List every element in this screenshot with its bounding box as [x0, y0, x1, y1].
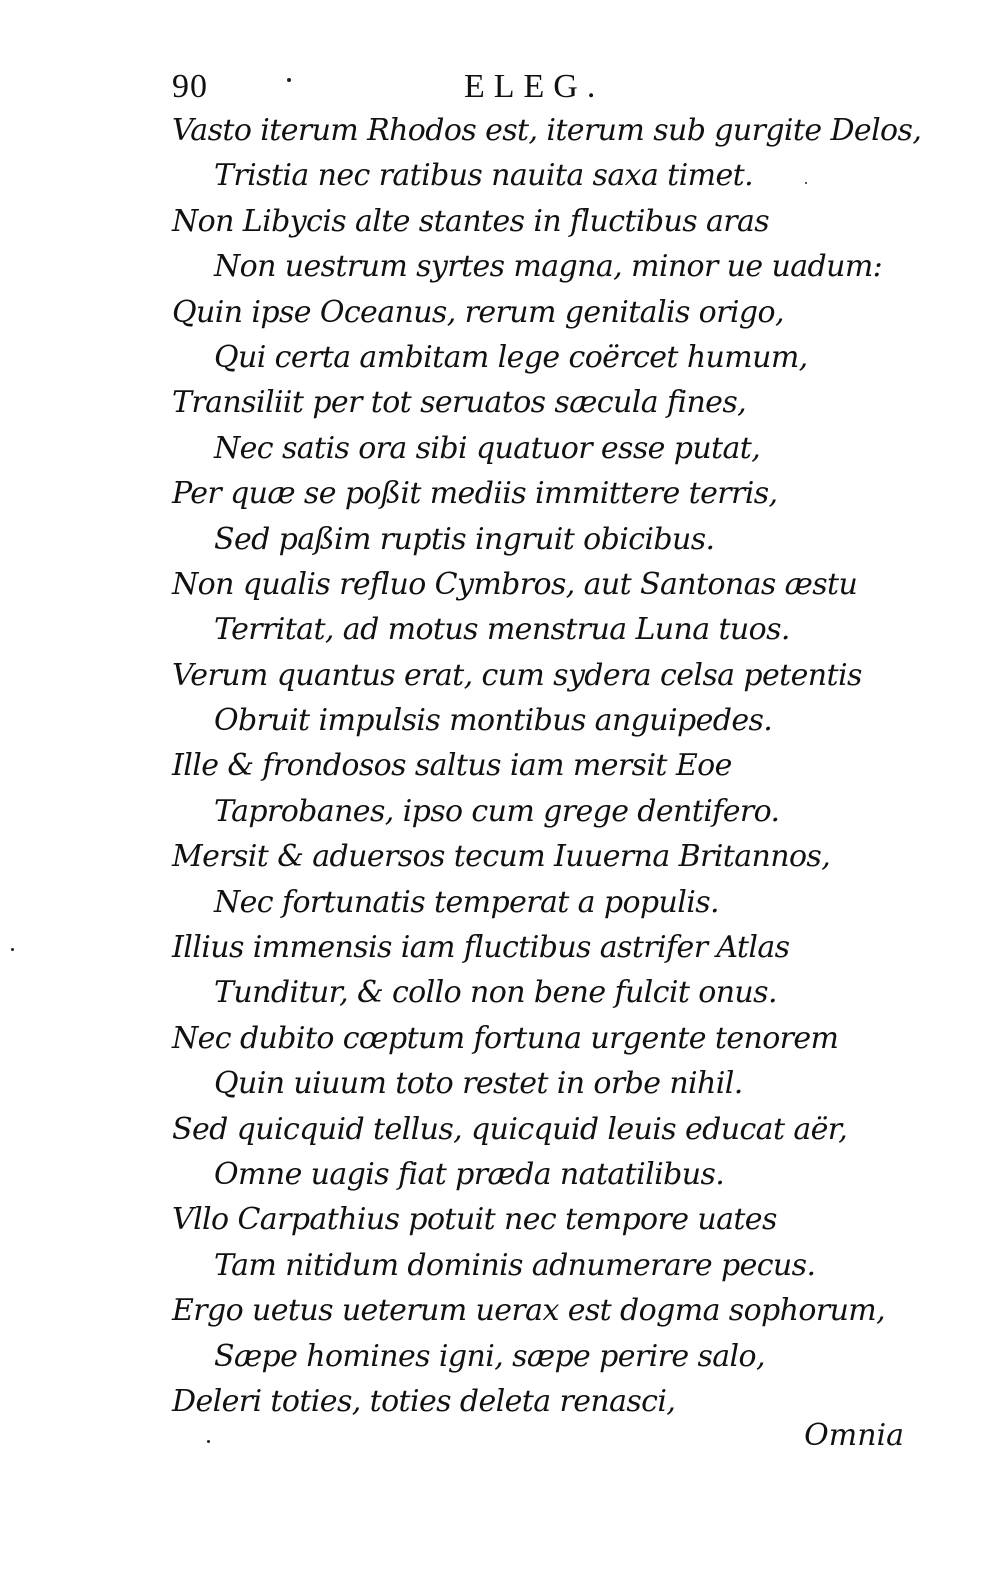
verse-line: Quin uiuum toto restet in orbe nihil. — [214, 1066, 743, 1102]
verse-line: Deleri toties, toties deleta renasci, — [172, 1383, 676, 1419]
verse-line: Nec fortunatis temperat a populis. — [214, 884, 719, 920]
verse-line: Sed quicquid tellus, quicquid leuis educat aër, — [172, 1111, 848, 1147]
verse-line: Verum quantus erat, cum sydera celsa petentis — [172, 657, 862, 693]
verse-line: Territat, ad motus menstrua Luna tuos. — [214, 612, 790, 648]
verse-line: Illius immensis iam fluctibus astrifer Atlas — [172, 930, 790, 966]
ink-speck — [11, 948, 14, 951]
page-number: 90 — [172, 68, 208, 105]
ink-speck — [207, 1440, 210, 1443]
running-head — [172, 62, 912, 110]
verse-line: Non qualis refluo Cymbros, aut Santonas æstu — [172, 566, 858, 602]
verse-line: Transiliit per tot seruatos sæcula fines, — [172, 385, 747, 421]
catchword: Omnia — [804, 1418, 904, 1453]
verse-line: Tristia nec ratibus nauita saxa timet. — [214, 158, 754, 194]
verse-line: Non uestrum syrtes magna, minor ue uadum: — [214, 249, 883, 285]
verse-line: Tam nitidum dominis adnumerare pecus. — [214, 1247, 816, 1283]
verse-line: Quin ipse Oceanus, rerum genitalis origo, — [172, 294, 784, 330]
verse-line: Nec satis ora sibi quatuor esse putat, — [214, 430, 761, 466]
verse-line: Non Libycis alte stantes in fluctibus aras — [172, 203, 770, 239]
verse-line: Obruit impulsis montibus anguipedes. — [214, 703, 773, 739]
poem-text — [172, 108, 932, 1424]
ink-speck — [287, 78, 291, 82]
verse-line: Mersit & aduersos tecum Iuuerna Britannos, — [172, 839, 831, 875]
ink-speck — [805, 182, 807, 184]
verse-line: Per quæ se poßit mediis immittere terris, — [172, 476, 778, 512]
verse-line: Sed paßim ruptis ingruit obicibus. — [214, 521, 715, 557]
verse-line: Taprobanes, ipso cum grege dentifero. — [214, 793, 780, 829]
verse-line: Ille & frondosos saltus iam mersit Eoe — [172, 748, 732, 784]
verse-line: Omne uagis fiat præda natatilibus. — [214, 1156, 725, 1192]
verse-line: Vasto iterum Rhodos est, iterum sub gurgite Delos, — [172, 113, 922, 148]
verse-line: Qui certa ambitam lege coërcet humum, — [214, 339, 808, 375]
verse-line: Nec dubito cœptum fortuna urgente tenorem — [172, 1020, 839, 1056]
verse-line: Sæpe homines igni, sæpe perire salo, — [214, 1338, 765, 1374]
verse-line: Tunditur, & collo non bene fulcit onus. — [214, 975, 777, 1011]
verse-line: Ergo uetus ueterum uerax est dogma sophorum, — [172, 1293, 886, 1329]
verse-line: Vllo Carpathius potuit nec tempore uates — [172, 1202, 777, 1238]
running-title: ELEG. — [464, 68, 605, 105]
